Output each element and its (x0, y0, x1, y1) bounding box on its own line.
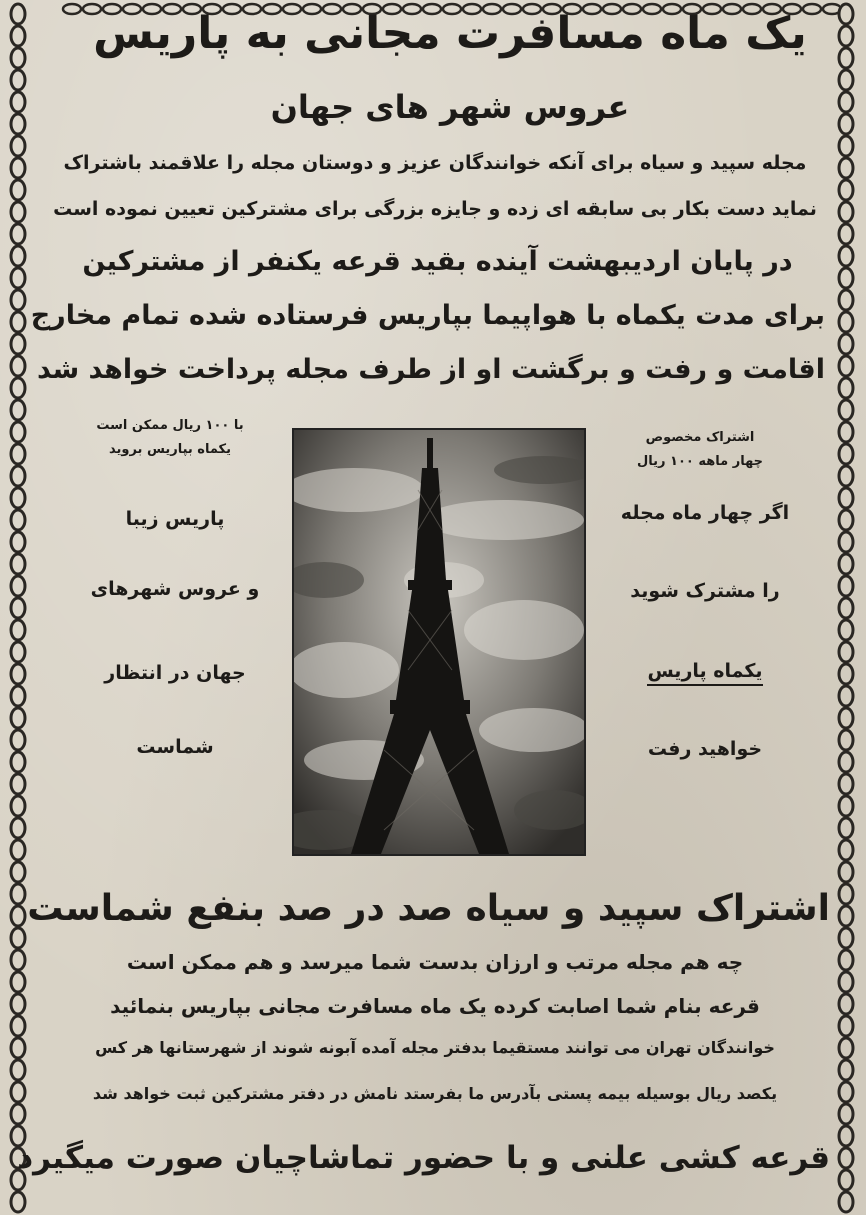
chain-link (839, 510, 853, 530)
chain-link (839, 620, 853, 640)
chain-link (11, 268, 25, 288)
chain-link (11, 576, 25, 596)
chain-link (11, 444, 25, 464)
chain-link (839, 1148, 853, 1168)
chain-link (839, 1082, 853, 1102)
chain-link (839, 400, 853, 420)
chain-link (839, 48, 853, 68)
left-item-2: و عروس شهرهای (90, 578, 260, 600)
chain-link (11, 708, 25, 728)
footer-line-3: خوانندگان تهران می توانند مستقیما بدفتر مجله آمده آبونه شوند از شهرستانها هر کس (95, 1038, 775, 1057)
body-line-3: اقامت و رفت و برگشت او از طرف مجله پرداخت خواهد شد (36, 354, 825, 385)
chain-link (11, 114, 25, 134)
chain-link (839, 158, 853, 178)
chain-link (839, 884, 853, 904)
left-item-1: پاریس زیبا (125, 508, 225, 530)
chain-link (839, 928, 853, 948)
chain-link (11, 1082, 25, 1102)
chain-link (11, 26, 25, 46)
chain-link (839, 1038, 853, 1058)
chain-link (839, 840, 853, 860)
eiffel-tower-photo (292, 428, 586, 856)
chain-link (11, 356, 25, 376)
chain-link (11, 642, 25, 662)
left-item-4: شماست (136, 736, 214, 758)
chain-link (839, 92, 853, 112)
chain-link (839, 180, 853, 200)
chain-link (11, 400, 25, 420)
chain-link (11, 818, 25, 838)
chain-link (839, 334, 853, 354)
chain-link (839, 268, 853, 288)
chain-link (839, 466, 853, 486)
chain-link (11, 334, 25, 354)
chain-link (839, 224, 853, 244)
chain-link (839, 994, 853, 1014)
chain-link (11, 862, 25, 882)
chain-link (839, 4, 853, 24)
chain-link (839, 1104, 853, 1124)
chain-link (839, 1126, 853, 1146)
chain-link (839, 488, 853, 508)
chain-link (11, 752, 25, 772)
right-note-line-1: اشتراک مخصوص (645, 430, 755, 445)
chain-link (839, 290, 853, 310)
body-line-2: برای مدت یکماه با هواپیما بپاریس فرستاده شده تمام مخارج (30, 300, 825, 331)
chain-link (839, 1016, 853, 1036)
left-chain-border (6, 0, 30, 1215)
chain-link (11, 290, 25, 310)
chain-link (11, 70, 25, 90)
chain-link (839, 70, 853, 90)
left-note-line-1: با ۱۰۰ ریال ممکن است (96, 418, 244, 433)
right-item-1: اگر چهار ماه مجله (620, 502, 790, 524)
footer-closing: قرعه کشی علنی و با حضور تماشاچیان صورت میگیرد (17, 1140, 830, 1176)
chain-link (11, 92, 25, 112)
chain-link (11, 840, 25, 860)
headline: یک ماه مسافرت مجانی به پاریس (93, 8, 807, 59)
chain-link (839, 422, 853, 442)
chain-link (11, 466, 25, 486)
chain-link (839, 752, 853, 772)
chain-link (839, 114, 853, 134)
chain-link (11, 620, 25, 640)
chain-link (11, 312, 25, 332)
chain-link (11, 884, 25, 904)
chain-link (11, 532, 25, 552)
chain-link (839, 246, 853, 266)
chain-link (11, 686, 25, 706)
footer-headline: اشتراک سپید و سیاه صد در صد بنفع شماست (27, 888, 830, 929)
chain-link (11, 246, 25, 266)
chain-link (839, 202, 853, 222)
chain-link (839, 26, 853, 46)
chain-link (839, 576, 853, 596)
chain-link (839, 1170, 853, 1190)
chain-link (11, 730, 25, 750)
footer-line-2: قرعه بنام شما اصابت کرده یک ماه مسافرت مجانی بپاریس بنمائید (110, 994, 760, 1018)
chain-link (839, 906, 853, 926)
chain-link (11, 554, 25, 574)
chain-link (839, 1192, 853, 1212)
chain-link (11, 950, 25, 970)
chain-link (11, 1016, 25, 1036)
chain-link (839, 444, 853, 464)
chain-link (839, 598, 853, 618)
footer-line-1: چه هم مجله مرتب و ارزان بدست شما میرسد و هم ممکن است (126, 950, 744, 974)
chain-link (839, 554, 853, 574)
chain-link (11, 994, 25, 1014)
chain-link (11, 136, 25, 156)
eiffel-tower-icon (294, 430, 584, 854)
chain-link (11, 488, 25, 508)
chain-link (11, 1192, 25, 1212)
chain-link (11, 1060, 25, 1080)
chain-link (839, 796, 853, 816)
chain-link (839, 972, 853, 992)
chain-link (11, 598, 25, 618)
chain-link (11, 510, 25, 530)
intro-line-2: نماید دست بکار بی سابقه ای زده و جایزه بزرگی برای مشترکین تعیین نموده است (53, 198, 817, 220)
chain-link (11, 1038, 25, 1058)
chain-link (11, 796, 25, 816)
chain-link (839, 862, 853, 882)
intro-line-1: مجله سپید و سیاه برای آنکه خوانندگان عزیز و دوستان مجله را علاقمند باشتراک (63, 152, 807, 174)
chain-link (11, 664, 25, 684)
chain-link (839, 818, 853, 838)
left-item-3: جهان در انتظار (104, 662, 246, 684)
subheadline: عروس شهر های جهان (270, 88, 630, 126)
chain-link (839, 642, 853, 662)
right-item-4: خواهید رفت (647, 738, 763, 760)
chain-link (11, 774, 25, 794)
chain-link (839, 136, 853, 156)
right-item-2: را مشترک شوید (630, 580, 780, 602)
chain-link (11, 202, 25, 222)
right-chain-border (834, 0, 858, 1215)
chain-link (11, 928, 25, 948)
right-item-3 (590, 660, 820, 682)
chain-link (11, 224, 25, 244)
chain-link (839, 686, 853, 706)
chain-link (11, 180, 25, 200)
right-item-3-label: یکماه پاریس (647, 660, 762, 686)
chain-link (839, 312, 853, 332)
chain-link (839, 774, 853, 794)
chain-link (11, 422, 25, 442)
chain-link (839, 356, 853, 376)
chain-link (11, 4, 25, 24)
right-note-line-2: چهار ماهه ۱۰۰ ریال (636, 454, 764, 469)
left-note-line-2: یکماه بپاریس بروید (108, 442, 231, 457)
chain-link (11, 1104, 25, 1124)
footer-line-4: یکصد ریال بوسیله بیمه پستی بآدرس ما بفرستد نامش در دفتر مشترکین ثبت خواهد شد (92, 1084, 778, 1103)
body-line-1: در پایان اردیبهشت آینده بقید قرعه یکنفر از مشترکین (82, 246, 793, 277)
chain-link (839, 532, 853, 552)
chain-link (11, 158, 25, 178)
chain-link (839, 730, 853, 750)
chain-link (11, 906, 25, 926)
chain-link (839, 950, 853, 970)
chain-link (839, 1060, 853, 1080)
chain-link (11, 972, 25, 992)
chain-link (11, 48, 25, 68)
chain-link (839, 708, 853, 728)
chain-link (11, 378, 25, 398)
chain-link (839, 664, 853, 684)
chain-link (839, 378, 853, 398)
